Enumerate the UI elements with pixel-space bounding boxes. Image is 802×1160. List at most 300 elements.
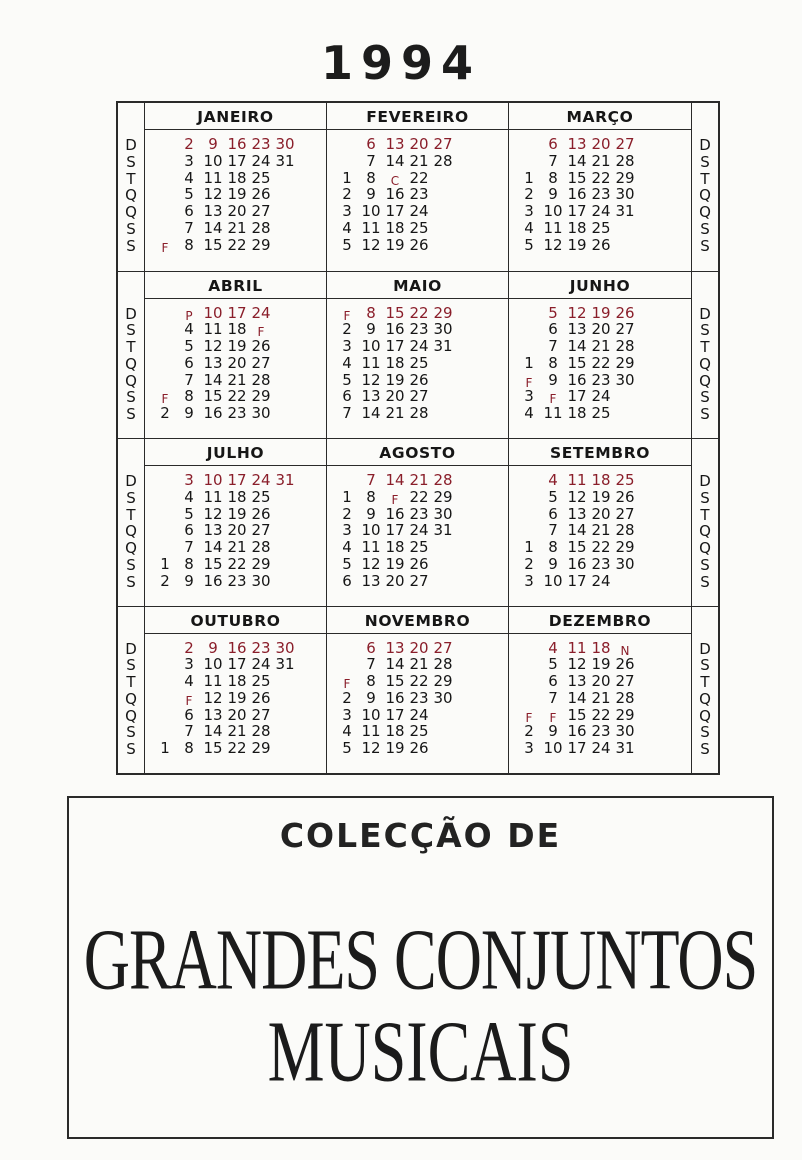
empty-cell bbox=[455, 136, 479, 153]
empty-cell bbox=[613, 220, 637, 237]
empty-cell bbox=[517, 305, 541, 322]
day-number: 27 bbox=[615, 135, 635, 153]
day-number: 25 bbox=[409, 538, 429, 557]
month-days bbox=[145, 634, 326, 758]
day-number: 28 bbox=[433, 655, 453, 674]
empty-cell bbox=[517, 338, 541, 355]
day-number: 16 bbox=[567, 554, 587, 573]
empty-cell bbox=[517, 321, 541, 338]
collection-banner bbox=[67, 796, 774, 1139]
day-number: 21 bbox=[409, 655, 429, 674]
empty-cell bbox=[517, 136, 541, 153]
day-number: 5 bbox=[342, 370, 352, 389]
day-number: 20 bbox=[385, 387, 405, 406]
empty-cell bbox=[153, 506, 177, 523]
day-number: 4 bbox=[342, 218, 352, 237]
day-number: 21 bbox=[409, 151, 429, 170]
weekday-letter: Q bbox=[125, 522, 137, 541]
day-number: 28 bbox=[615, 337, 635, 356]
day-number: 1 bbox=[342, 487, 352, 506]
day-number: 18 bbox=[227, 320, 247, 339]
day-number: 19 bbox=[227, 337, 247, 356]
day-number: 17 bbox=[385, 337, 405, 356]
day-number: 26 bbox=[591, 235, 611, 254]
day-number: 4 bbox=[184, 672, 194, 691]
day-number: 31 bbox=[615, 739, 635, 758]
day-number: 12 bbox=[361, 739, 381, 758]
empty-cell bbox=[455, 489, 479, 506]
weekday-letter: T bbox=[700, 338, 710, 357]
weekday-letters-right bbox=[691, 103, 718, 773]
day-number: 24 bbox=[409, 337, 429, 356]
empty-cell bbox=[153, 203, 177, 220]
weekday-band bbox=[692, 438, 718, 606]
day-number: 12 bbox=[203, 688, 223, 707]
day-number: 10 bbox=[203, 151, 223, 170]
weekday-letter: S bbox=[126, 219, 136, 238]
weekday-letters-left bbox=[118, 103, 145, 773]
day-number: 9 bbox=[548, 185, 558, 204]
day-number: 12 bbox=[361, 235, 381, 254]
day-number: 9 bbox=[366, 504, 376, 523]
day-number: 25 bbox=[251, 168, 271, 187]
day-number: 6 bbox=[184, 202, 194, 221]
empty-cell bbox=[455, 723, 479, 740]
day-number: 14 bbox=[203, 218, 223, 237]
day-number: 5 bbox=[548, 303, 558, 322]
day-number: 27 bbox=[615, 320, 635, 339]
weekday-letter: S bbox=[700, 723, 710, 742]
empty-cell bbox=[637, 220, 661, 237]
weekday-letter: T bbox=[700, 673, 710, 692]
empty-cell bbox=[431, 388, 455, 405]
empty-cell bbox=[153, 723, 177, 740]
day-number: 4 bbox=[524, 218, 534, 237]
empty-cell bbox=[431, 372, 455, 389]
day-number: 24 bbox=[409, 705, 429, 724]
day-number: 7 bbox=[184, 218, 194, 237]
empty-cell bbox=[273, 321, 297, 338]
day-number: 18 bbox=[385, 722, 405, 741]
weekday-letter: Q bbox=[125, 706, 137, 725]
day-number: 21 bbox=[409, 471, 429, 489]
day-number: 14 bbox=[567, 151, 587, 170]
day-number: 23 bbox=[409, 688, 429, 707]
empty-cell bbox=[455, 640, 479, 657]
holiday-mark: F bbox=[525, 710, 533, 725]
day-number: 25 bbox=[409, 722, 429, 741]
month-block bbox=[145, 271, 327, 439]
day-number: 9 bbox=[208, 638, 218, 657]
day-number: 14 bbox=[385, 655, 405, 674]
empty-cell bbox=[335, 656, 359, 673]
day-number: 30 bbox=[433, 320, 453, 339]
empty-cell bbox=[455, 506, 479, 523]
day-number: 13 bbox=[203, 521, 223, 540]
holiday-mark: C bbox=[390, 173, 400, 188]
empty-cell bbox=[517, 489, 541, 506]
holiday-mark: F bbox=[549, 710, 557, 725]
day-number: 6 bbox=[548, 672, 558, 691]
day-number: 11 bbox=[361, 538, 381, 557]
day-number: 17 bbox=[227, 151, 247, 170]
day-number: 28 bbox=[251, 218, 271, 237]
weekday-letter: S bbox=[700, 740, 710, 759]
day-number: 19 bbox=[385, 554, 405, 573]
day-number: 18 bbox=[227, 487, 247, 506]
empty-cell bbox=[153, 673, 177, 690]
empty-cell bbox=[431, 237, 455, 254]
empty-cell bbox=[431, 220, 455, 237]
day-number: 22 bbox=[227, 387, 247, 406]
weekday-letter: S bbox=[700, 555, 710, 574]
day-number: 9 bbox=[548, 370, 558, 389]
day-number: 15 bbox=[203, 739, 223, 758]
weekday-letter: T bbox=[126, 673, 136, 692]
day-number: 3 bbox=[184, 655, 194, 674]
empty-cell bbox=[431, 170, 455, 187]
empty-cell bbox=[455, 707, 479, 724]
holiday-mark: F bbox=[161, 392, 169, 407]
weekday-letter: S bbox=[700, 388, 710, 407]
day-number: 5 bbox=[184, 337, 194, 356]
empty-cell bbox=[273, 186, 297, 203]
day-number: 26 bbox=[251, 337, 271, 356]
day-number: 5 bbox=[548, 487, 558, 506]
day-number: 2 bbox=[342, 185, 352, 204]
month-name: OUTUBRO bbox=[145, 607, 326, 634]
empty-cell bbox=[637, 153, 661, 170]
day-number: 8 bbox=[548, 353, 558, 372]
empty-cell bbox=[431, 186, 455, 203]
day-number: 25 bbox=[409, 353, 429, 372]
empty-cell bbox=[153, 640, 177, 657]
day-number: 24 bbox=[251, 471, 271, 489]
day-number: 16 bbox=[203, 404, 223, 423]
day-number: 1 bbox=[524, 168, 534, 187]
day-number: 18 bbox=[567, 218, 587, 237]
day-number: 25 bbox=[615, 471, 635, 489]
day-number: 24 bbox=[591, 202, 611, 221]
day-number: 3 bbox=[524, 202, 534, 221]
day-number: 27 bbox=[433, 638, 453, 657]
weekday-letter: D bbox=[699, 639, 711, 658]
empty-cell bbox=[613, 388, 637, 405]
month-days bbox=[509, 634, 691, 758]
day-number: 12 bbox=[543, 235, 563, 254]
day-number: 18 bbox=[591, 638, 611, 657]
day-number: 26 bbox=[615, 303, 635, 322]
day-number: 22 bbox=[591, 168, 611, 187]
weekday-letter: S bbox=[126, 236, 136, 255]
month-days bbox=[145, 130, 326, 254]
day-number: 20 bbox=[227, 202, 247, 221]
month-days bbox=[509, 299, 691, 423]
empty-cell bbox=[637, 321, 661, 338]
day-number: 2 bbox=[524, 185, 534, 204]
day-number: 6 bbox=[184, 353, 194, 372]
day-number: 14 bbox=[361, 404, 381, 423]
day-number: 8 bbox=[366, 487, 376, 506]
day-number: 29 bbox=[251, 235, 271, 254]
day-number: 3 bbox=[524, 571, 534, 590]
day-number: 6 bbox=[184, 705, 194, 724]
month-days bbox=[509, 130, 691, 254]
day-number: 17 bbox=[567, 739, 587, 758]
weekday-letter: Q bbox=[699, 522, 711, 541]
empty-cell bbox=[153, 220, 177, 237]
day-number: 25 bbox=[251, 487, 271, 506]
day-number: 20 bbox=[591, 672, 611, 691]
holiday-mark: N bbox=[620, 643, 630, 658]
month-days bbox=[327, 634, 508, 758]
day-number: 24 bbox=[251, 151, 271, 170]
holiday-mark: F bbox=[257, 325, 265, 340]
weekday-letter: Q bbox=[699, 371, 711, 390]
day-number: 7 bbox=[548, 521, 558, 540]
day-number: 21 bbox=[227, 370, 247, 389]
empty-cell bbox=[637, 489, 661, 506]
empty-cell bbox=[431, 723, 455, 740]
day-number: 7 bbox=[366, 655, 376, 674]
month-days bbox=[145, 299, 326, 423]
empty-cell bbox=[455, 321, 479, 338]
day-number: 9 bbox=[548, 554, 558, 573]
empty-cell bbox=[153, 656, 177, 673]
day-number: 22 bbox=[409, 487, 429, 506]
day-number: 4 bbox=[342, 722, 352, 741]
day-number: 10 bbox=[361, 202, 381, 221]
day-number: 18 bbox=[385, 218, 405, 237]
day-number: 7 bbox=[184, 370, 194, 389]
weekday-letter: T bbox=[700, 505, 710, 524]
day-number: 30 bbox=[275, 638, 295, 657]
day-number: 13 bbox=[567, 135, 587, 153]
empty-cell bbox=[335, 153, 359, 170]
month-block bbox=[327, 103, 509, 271]
day-number: 5 bbox=[548, 655, 558, 674]
day-number: 27 bbox=[433, 135, 453, 153]
empty-cell bbox=[153, 372, 177, 389]
day-number: 19 bbox=[591, 655, 611, 674]
day-number: 23 bbox=[251, 638, 271, 657]
month-name: SETEMBRO bbox=[509, 439, 691, 466]
day-number: 22 bbox=[409, 672, 429, 691]
empty-cell bbox=[431, 740, 455, 757]
day-number: 28 bbox=[615, 521, 635, 540]
month-block bbox=[509, 271, 691, 439]
empty-cell bbox=[153, 305, 177, 322]
day-number: 11 bbox=[361, 353, 381, 372]
holiday-mark: F bbox=[343, 308, 351, 323]
empty-cell bbox=[637, 573, 661, 590]
day-number: 29 bbox=[615, 705, 635, 724]
empty-cell bbox=[335, 640, 359, 657]
banner-title-line1: GRANDES CONJUNTOS bbox=[83, 911, 758, 1008]
empty-cell bbox=[273, 203, 297, 220]
empty-cell bbox=[637, 539, 661, 556]
month-days bbox=[327, 466, 508, 590]
weekday-letter: S bbox=[700, 152, 710, 171]
day-number: 13 bbox=[203, 353, 223, 372]
day-number: 30 bbox=[615, 370, 635, 389]
empty-cell bbox=[153, 153, 177, 170]
day-number: 5 bbox=[524, 235, 534, 254]
empty-cell bbox=[455, 405, 479, 422]
weekday-letter: S bbox=[126, 321, 136, 340]
day-number: 11 bbox=[567, 471, 587, 489]
empty-cell bbox=[431, 573, 455, 590]
month-name: DEZEMBRO bbox=[509, 607, 691, 634]
day-number: 31 bbox=[433, 337, 453, 356]
day-number: 15 bbox=[567, 168, 587, 187]
day-number: 16 bbox=[203, 571, 223, 590]
day-number: 2 bbox=[160, 571, 170, 590]
day-number: 19 bbox=[385, 370, 405, 389]
day-number: 27 bbox=[251, 202, 271, 221]
empty-cell bbox=[637, 723, 661, 740]
empty-cell bbox=[273, 237, 297, 254]
day-number: 6 bbox=[366, 638, 376, 657]
empty-cell bbox=[637, 522, 661, 539]
day-number: 8 bbox=[184, 554, 194, 573]
day-number: 23 bbox=[591, 370, 611, 389]
weekday-letter: Q bbox=[699, 203, 711, 222]
months-grid bbox=[145, 103, 691, 773]
day-number: 17 bbox=[385, 202, 405, 221]
empty-cell bbox=[273, 355, 297, 372]
weekday-letter: D bbox=[699, 304, 711, 323]
day-number: 18 bbox=[385, 538, 405, 557]
day-number: 4 bbox=[548, 471, 558, 489]
holiday-mark: F bbox=[549, 392, 557, 407]
day-number: 30 bbox=[615, 554, 635, 573]
empty-cell bbox=[637, 388, 661, 405]
day-number: 20 bbox=[227, 353, 247, 372]
day-number: 24 bbox=[409, 202, 429, 221]
day-number: 9 bbox=[366, 320, 376, 339]
day-number: 3 bbox=[184, 151, 194, 170]
day-number: 7 bbox=[548, 337, 558, 356]
month-name: JUNHO bbox=[509, 272, 691, 299]
empty-cell bbox=[335, 472, 359, 489]
month-block bbox=[327, 438, 509, 606]
day-number: 31 bbox=[275, 471, 295, 489]
weekday-band bbox=[118, 606, 144, 774]
day-number: 6 bbox=[548, 504, 558, 523]
day-number: 7 bbox=[366, 151, 376, 170]
banner-title-line2: MUSICAIS bbox=[267, 1003, 574, 1100]
day-number: 28 bbox=[615, 688, 635, 707]
empty-cell bbox=[431, 539, 455, 556]
day-number: 9 bbox=[184, 404, 194, 423]
empty-cell bbox=[273, 556, 297, 573]
day-number: 26 bbox=[409, 739, 429, 758]
day-number: 24 bbox=[591, 571, 611, 590]
weekday-letter: Q bbox=[699, 539, 711, 558]
weekday-letter: S bbox=[126, 572, 136, 591]
empty-cell bbox=[517, 506, 541, 523]
day-number: 9 bbox=[184, 571, 194, 590]
day-number: 15 bbox=[567, 353, 587, 372]
weekday-band bbox=[118, 271, 144, 439]
weekday-letter: S bbox=[700, 236, 710, 255]
day-number: 2 bbox=[184, 638, 194, 657]
empty-cell bbox=[455, 338, 479, 355]
holiday-mark: F bbox=[525, 375, 533, 390]
day-number: 16 bbox=[385, 688, 405, 707]
day-number: 30 bbox=[615, 722, 635, 741]
empty-cell bbox=[637, 338, 661, 355]
empty-cell bbox=[273, 539, 297, 556]
day-number: 13 bbox=[385, 135, 405, 153]
day-number: 16 bbox=[567, 370, 587, 389]
banner-subtitle: COLECÇÃO DE bbox=[279, 816, 562, 855]
empty-cell bbox=[517, 640, 541, 657]
day-number: 9 bbox=[208, 135, 218, 153]
weekday-letter: Q bbox=[699, 354, 711, 373]
day-number: 6 bbox=[184, 521, 194, 540]
day-number: 30 bbox=[433, 688, 453, 707]
day-number: 22 bbox=[591, 353, 611, 372]
day-number: 17 bbox=[227, 471, 247, 489]
empty-cell bbox=[273, 305, 297, 322]
empty-cell bbox=[273, 690, 297, 707]
weekday-letter: S bbox=[126, 388, 136, 407]
empty-cell bbox=[273, 573, 297, 590]
weekday-letter: Q bbox=[125, 689, 137, 708]
day-number: 19 bbox=[227, 185, 247, 204]
day-number: 14 bbox=[567, 337, 587, 356]
empty-cell bbox=[517, 690, 541, 707]
day-number: 21 bbox=[591, 337, 611, 356]
day-number: 27 bbox=[251, 705, 271, 724]
day-number: 9 bbox=[366, 688, 376, 707]
day-number: 19 bbox=[591, 303, 611, 322]
weekday-letter: S bbox=[126, 656, 136, 675]
day-number: 12 bbox=[567, 655, 587, 674]
day-number: 1 bbox=[524, 353, 534, 372]
calendar-year: 1994 bbox=[320, 36, 482, 90]
empty-cell bbox=[455, 556, 479, 573]
day-number: 15 bbox=[385, 672, 405, 691]
empty-cell bbox=[153, 355, 177, 372]
day-number: 28 bbox=[615, 151, 635, 170]
empty-cell bbox=[637, 372, 661, 389]
weekday-band bbox=[118, 103, 144, 271]
empty-cell bbox=[273, 338, 297, 355]
day-number: 29 bbox=[433, 672, 453, 691]
empty-cell bbox=[273, 489, 297, 506]
day-number: 22 bbox=[591, 538, 611, 557]
day-number: 29 bbox=[615, 538, 635, 557]
holiday-mark: F bbox=[343, 677, 351, 692]
day-number: 17 bbox=[385, 521, 405, 540]
empty-cell bbox=[637, 305, 661, 322]
day-number: 17 bbox=[227, 303, 247, 322]
day-number: 17 bbox=[385, 705, 405, 724]
weekday-letter: T bbox=[700, 169, 710, 188]
day-number: 2 bbox=[342, 688, 352, 707]
day-number: 4 bbox=[184, 320, 194, 339]
day-number: 4 bbox=[342, 353, 352, 372]
empty-cell bbox=[455, 573, 479, 590]
day-number: 30 bbox=[615, 185, 635, 204]
day-number: 21 bbox=[591, 151, 611, 170]
weekday-letter: T bbox=[126, 338, 136, 357]
empty-cell bbox=[335, 136, 359, 153]
day-number: 23 bbox=[409, 504, 429, 523]
